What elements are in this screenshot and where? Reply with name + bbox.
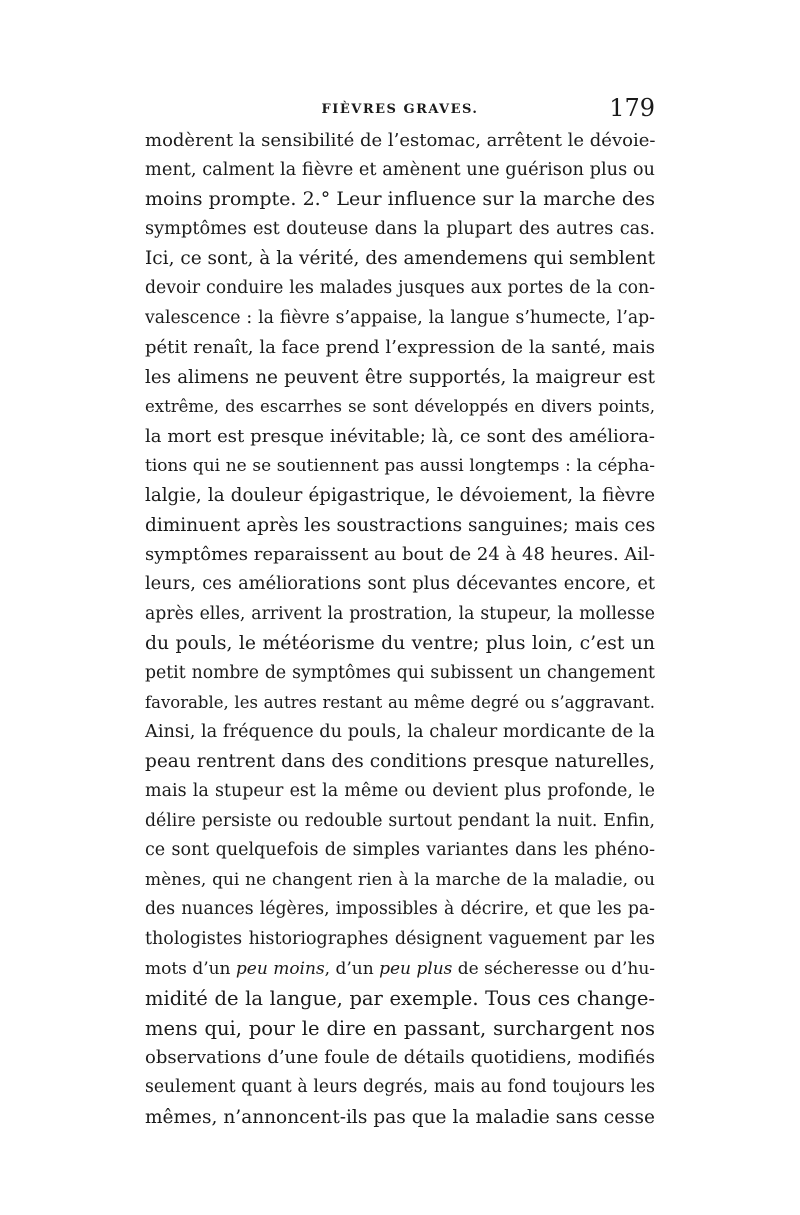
text-line [145,747,655,777]
text-segment: favorable, les autres restant au même degré ou s’aggravant. [145,693,655,713]
text-segment: diminuent après les soustractions sanguines; mais ces [145,514,656,536]
italic-phrase: peu plus [379,958,453,979]
text-line [145,629,655,659]
text-segment: mêmes, n’annoncent-ils pas que la maladie sans cesse [145,1106,655,1128]
running-head [145,96,655,126]
text-line [145,126,655,156]
text-line [145,215,655,245]
text-segment: les alimens ne peuvent être supportés, la maigreur est [145,366,655,388]
text-line [145,156,655,186]
text-line [145,1043,655,1073]
text-segment: devoir conduire les malades jusques aux portes de la con- [145,277,655,298]
text-segment: mens qui, pour le dire en passant, surchargent nos [145,1016,655,1040]
text-line [145,955,655,985]
text-line [145,333,655,363]
text-segment: valescence : la fièvre s’appaise, la langue s’humecte, l’ap- [145,307,655,328]
text-segment: lalgie, la douleur épigastrique, le dévoiement, la fièvre [145,485,655,507]
text-segment: pétit renaît, la face prend l’expression de la santé, mais [145,337,655,359]
italic-phrase: peu moins [235,958,325,979]
text-line [145,540,655,570]
text-segment: ce sont quelquefois de simples variantes dans les phéno- [145,840,655,861]
text-line [145,570,655,600]
text-line [145,600,655,630]
text-segment: petit nombre de symptômes qui subissent un changement [145,662,655,683]
text-segment: mènes, qui ne changent rien à la marche de la maladie, ou [145,869,655,890]
text-segment: tions qui ne se soutiennent pas aussi longtemps : la cépha- [145,455,655,476]
text-segment: extrême, des escarrhes se sont développés en divers points, [145,397,655,417]
text-segment: symptômes reparaissent au bout de 24 à 48 heures. Ail- [145,544,655,566]
text-line [145,1073,655,1103]
text-line [145,304,655,334]
text-line [145,511,655,541]
text-line [145,452,655,482]
text-segment: de sécheresse ou d’hu- [452,958,656,979]
text-line [145,807,655,837]
text-segment: du pouls, le météorisme du ventre; plus loin, c’est un [145,633,655,655]
text-segment: mais la stupeur est la même ou devient plus profonde, le [145,781,655,802]
text-line [145,659,655,689]
text-line [145,836,655,866]
text-line [145,1014,655,1044]
text-line [145,718,655,748]
text-segment: symptômes est douteuse dans la plupart des autres cas. [145,218,655,239]
text-segment: moins prompte. 2.° Leur influence sur la marche des [145,188,655,211]
text-line [145,422,655,452]
text-line [145,777,655,807]
text-segment: ment, calment la fièvre et amènent une guérison plus ou [145,159,655,180]
text-line [145,244,655,274]
text-segment: des nuances légères, impossibles à décrire, et que les pa- [145,899,655,920]
body-text [145,126,655,1132]
text-segment: peau rentrent dans des conditions presque naturelles, [145,751,655,773]
text-line [145,392,655,422]
text-segment: seulement quant à leurs degrés, mais au fond toujours les [145,1077,655,1097]
text-line [145,688,655,718]
text-segment: la mort est presque inévitable; là, ce sont des améliora- [145,425,655,447]
text-line [145,1103,655,1133]
page-number: 179 [609,94,655,122]
text-segment: leurs, ces améliorations sont plus décevantes encore, et [145,573,655,594]
text-segment: après elles, arrivent la prostration, la stupeur, la mollesse [145,603,655,624]
text-segment: , d’un [324,958,380,979]
text-line [145,984,655,1014]
text-segment: Ainsi, la fréquence du pouls, la chaleur mordicante de la [145,721,655,742]
text-line [145,866,655,896]
text-line [145,363,655,393]
text-segment: modèrent la sensibilité de l’estomac, arrêtent le dévoie- [145,130,656,151]
text-line [145,481,655,511]
text-segment: thologistes historiographes désignent vaguement par les [145,929,655,950]
text-segment: mots d’un [145,958,236,979]
text-segment: Ici, ce sont, à la vérité, des amendemens qui semblent [145,248,656,270]
running-title: FIÈVRES GRAVES. [321,102,479,117]
text-line [145,185,655,215]
text-line [145,895,655,925]
text-segment: midité de la langue, par exemple. Tous ces change- [145,987,655,1011]
text-segment: délire persiste ou redouble surtout pendant la nuit. Enfin, [145,810,655,831]
text-segment: observations d’une foule de détails quotidiens, modifiés [145,1047,655,1069]
text-line [145,925,655,955]
text-line [145,274,655,304]
